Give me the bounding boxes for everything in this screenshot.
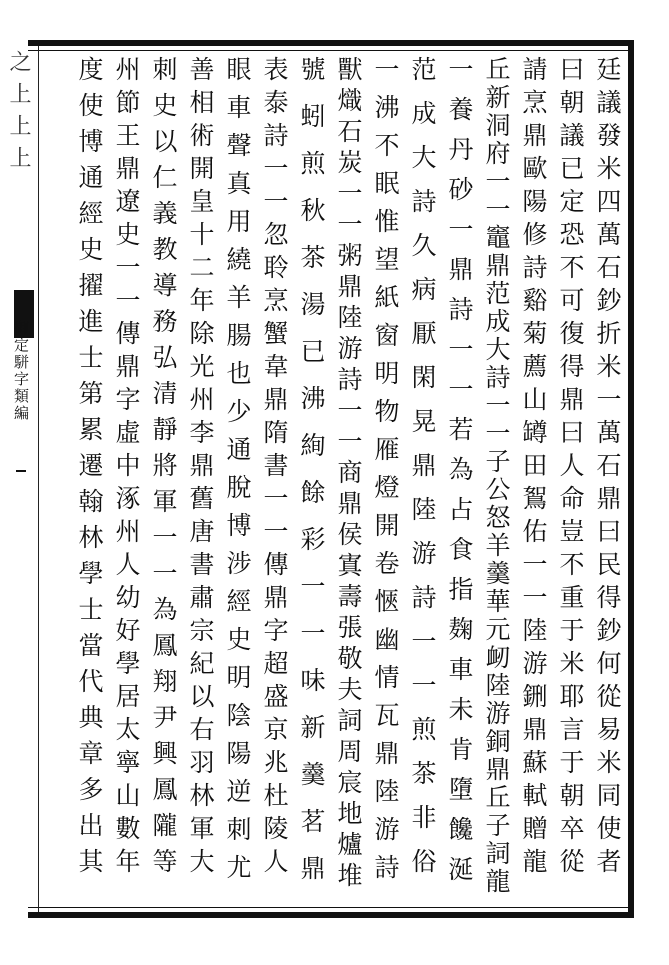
text-column-14: 州節王鼎遼史一一傳鼎字虛中涿州人幼好學居太寧山數年 <box>112 56 141 881</box>
fold-book-title: 御定駢字類編 <box>12 320 30 422</box>
text-column-15: 度使博通經史擢進士第累遷翰林學士當代典章多出其 <box>75 56 104 884</box>
column-rule <box>38 46 39 912</box>
text-column-9: 號蚓煎秋茶湯已沸絢餘彩一一味新羹茗鼎 <box>297 56 326 902</box>
text-column-10: 表泰詩一一忽聆烹蟹韋鼎隋書一一傳鼎字超盛京兆杜陵人 <box>260 56 289 881</box>
text-column-8: 獸熾石炭一一粥鼎陸游詩一一商鼎侯寘壽張敬夫詞周宸地爐堆 <box>334 56 363 893</box>
text-column-2: 曰朝議已定恐不可復得鼎曰人命豈不重于米耶言于朝卒從 <box>556 56 585 881</box>
fold-tick-mark <box>16 470 26 472</box>
text-column-4: 丘新洞府一一竈鼎范成大詩一一子公怒羊羹華元衂陸游銅鼎丘子詞龍 <box>482 56 511 896</box>
fold-glyphs: 之上上上 <box>6 50 31 178</box>
text-column-1: 廷議發米四萬石鈔折米一萬石鼎曰民得鈔何從易米同使者 <box>593 56 622 881</box>
text-column-3: 請烹鼎歐陽修詩谿菊薦山罇田鴽佑一一陸游鉶鼎蘇軾贈龍 <box>519 56 548 881</box>
fold-tick-mark <box>16 296 26 298</box>
text-column-5: 一養丹砂一鼎詩一一若為占食指麹車未肯墮饞涎 <box>445 56 474 896</box>
text-column-11: 眼車聲真用繞羊腸也少通脫博涉經史明陰陽逆刺尤 <box>223 56 252 892</box>
text-column-12: 善相術開皇十二年除光州李鼎舊唐書肅宗紀以右羽林軍大 <box>186 56 215 881</box>
frame-inner-top-rule <box>28 50 628 51</box>
text-column-6: 范成大詩久病厭閑晃鼎陸游詩一一煎茶非俗 <box>408 56 437 892</box>
text-column-7: 一沸不眠惟望紙窗明物雁燈開卷愜幽情瓦鼎陸游詩 <box>371 56 400 892</box>
text-column-13: 刺史以仁義教導務弘清靜將軍一一為鳳翔尹興鳳隴等 <box>149 56 178 884</box>
